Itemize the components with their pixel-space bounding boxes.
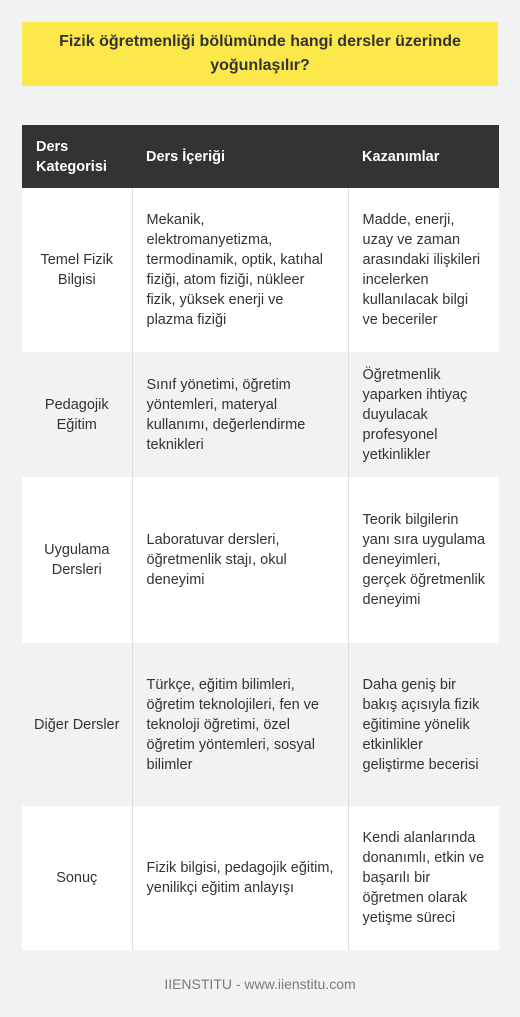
table-row	[22, 477, 499, 643]
header-outcomes: Kazanımlar	[348, 125, 499, 188]
row-content: Laboratuvar dersleri, öğretmenlik stajı, okul deneyimi	[132, 477, 348, 643]
row-outcomes: Daha geniş bir bakış açısıyla fizik eğitimine yönelik etkinlikler geliştirme becerisi	[348, 643, 499, 806]
row-outcomes: Öğretmenlik yaparken ihtiyaç duyulacak profesyonel yetkinlikler	[348, 352, 499, 477]
title-banner	[22, 22, 498, 86]
header-category: Ders Kategorisi	[22, 125, 132, 188]
row-content: Fizik bilgisi, pedagojik eğitim, yenilikçi eğitim anlayışı	[132, 806, 348, 950]
row-content: Mekanik, elektromanyetizma, termodinamik, optik, katıhal fiziği, atom fiziği, nükleer fizik, yüksek enerji ve plazma fiziği	[132, 188, 348, 352]
table-row	[22, 643, 499, 806]
row-category: Diğer Dersler	[22, 643, 132, 806]
header-content: Ders İçeriği	[132, 125, 348, 188]
table-row	[22, 352, 499, 477]
table-row	[22, 806, 499, 950]
row-category: Temel Fizik Bilgisi	[22, 188, 132, 352]
footer-credit: IIENSTITU - www.iienstitu.com	[164, 976, 356, 992]
table-header-row	[22, 125, 499, 188]
row-content: Sınıf yönetimi, öğretim yöntemleri, materyal kullanımı, değerlendirme teknikleri	[132, 352, 348, 477]
row-category: Sonuç	[22, 806, 132, 950]
page-title: Fizik öğretmenliği bölümünde hangi dersler üzerinde yoğunlaşılır?	[59, 33, 461, 74]
row-category: Uygulama Dersleri	[22, 477, 132, 643]
row-outcomes: Teorik bilgilerin yanı sıra uygulama deneyimleri, gerçek öğretmenlik deneyimi	[348, 477, 499, 643]
row-category: Pedagojik Eğitim	[22, 352, 132, 477]
courses-table	[22, 125, 499, 950]
row-content: Türkçe, eğitim bilimleri, öğretim teknolojileri, fen ve teknoloji öğretimi, özel öğretim yöntemleri, sosyal bilimler	[132, 643, 348, 806]
row-outcomes: Kendi alanlarında donanımlı, etkin ve başarılı bir öğretmen olarak yetişme süreci	[348, 806, 499, 950]
row-outcomes: Madde, enerji, uzay ve zaman arasındaki ilişkileri incelerken kullanılacak bilgi ve beceriler	[348, 188, 499, 352]
table-row	[22, 188, 499, 352]
